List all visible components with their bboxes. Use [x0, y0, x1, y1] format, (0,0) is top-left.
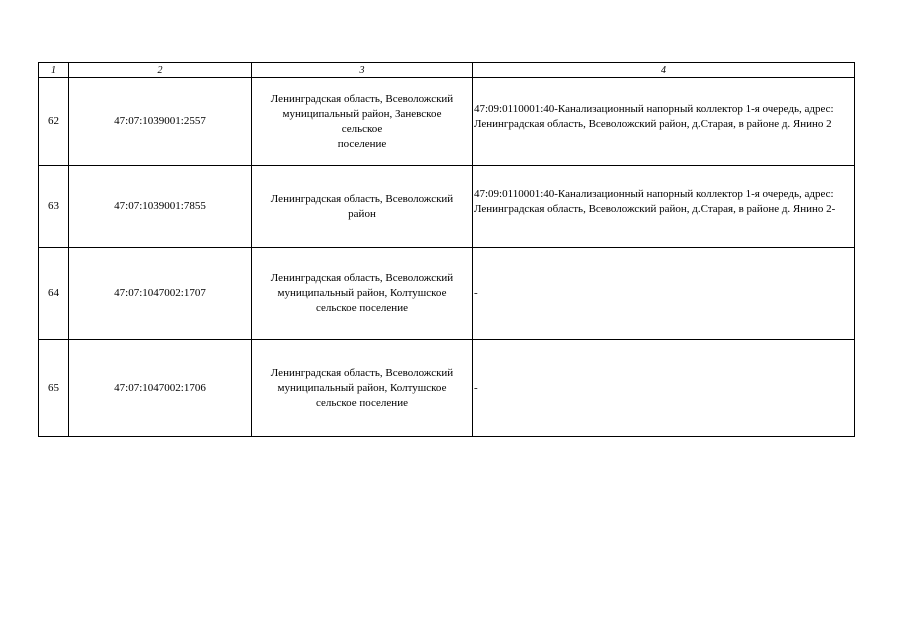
row-number: 65 — [39, 340, 69, 437]
description-text: 47:09:0110001:40-Канализационный напорный коллектор 1-я очередь, адрес: Ленинградская область, Всеволожский район, д.Старая, в районе д. Янино 2 — [474, 102, 834, 130]
location-line: муниципальный район, Колтушское — [277, 381, 447, 394]
table-row — [39, 340, 855, 437]
table-row — [39, 78, 855, 166]
location-line: сельское поселение — [316, 396, 408, 409]
description-cell — [473, 78, 855, 166]
location-line: сельское — [341, 122, 383, 135]
location-cell — [252, 340, 473, 437]
table-header-row — [39, 63, 855, 78]
column-header-location: 3 — [252, 63, 473, 78]
column-header-description: 4 — [473, 63, 855, 78]
location-line: муниципальный район, Колтушское — [277, 287, 447, 299]
land-plots-table — [38, 62, 855, 437]
location-line: Ленинградская область, Всеволожский — [270, 92, 454, 105]
table-row — [39, 248, 855, 340]
location-line: Ленинградская область, Всеволожский — [270, 192, 454, 205]
cadastral-number: 47:07:1039001:7855 — [69, 166, 252, 248]
location-cell — [252, 248, 473, 340]
description-text: 47:09:0110001:40-Канализационный напорный коллектор 1-я очередь, адрес: Ленинградская область, Всеволожский район, д.Старая, в районе д. Янино 2- — [474, 187, 836, 215]
cadastral-number: 47:07:1047002:1706 — [69, 340, 252, 437]
location-line: муниципальный район, Заневское — [282, 107, 442, 120]
location-line: район — [348, 207, 376, 220]
location-line: сельское поселение — [316, 302, 408, 314]
location-line: поселение — [337, 137, 387, 150]
row-number: 64 — [39, 248, 69, 340]
location-line: Ленинградская область, Всеволожский — [270, 366, 454, 379]
cadastral-number: 47:07:1039001:2557 — [69, 78, 252, 166]
description-cell: - — [473, 340, 855, 437]
location-cell — [252, 78, 473, 166]
description-cell — [473, 166, 855, 248]
description-cell: - — [473, 248, 855, 340]
row-number: 63 — [39, 166, 69, 248]
location-line: Ленинградская область, Всеволожский — [270, 272, 454, 284]
row-number: 62 — [39, 78, 69, 166]
location-cell — [252, 166, 473, 248]
column-header-number: 1 — [39, 63, 69, 78]
cadastral-number: 47:07:1047002:1707 — [69, 248, 252, 340]
table-row — [39, 166, 855, 248]
column-header-cadastral: 2 — [69, 63, 252, 78]
